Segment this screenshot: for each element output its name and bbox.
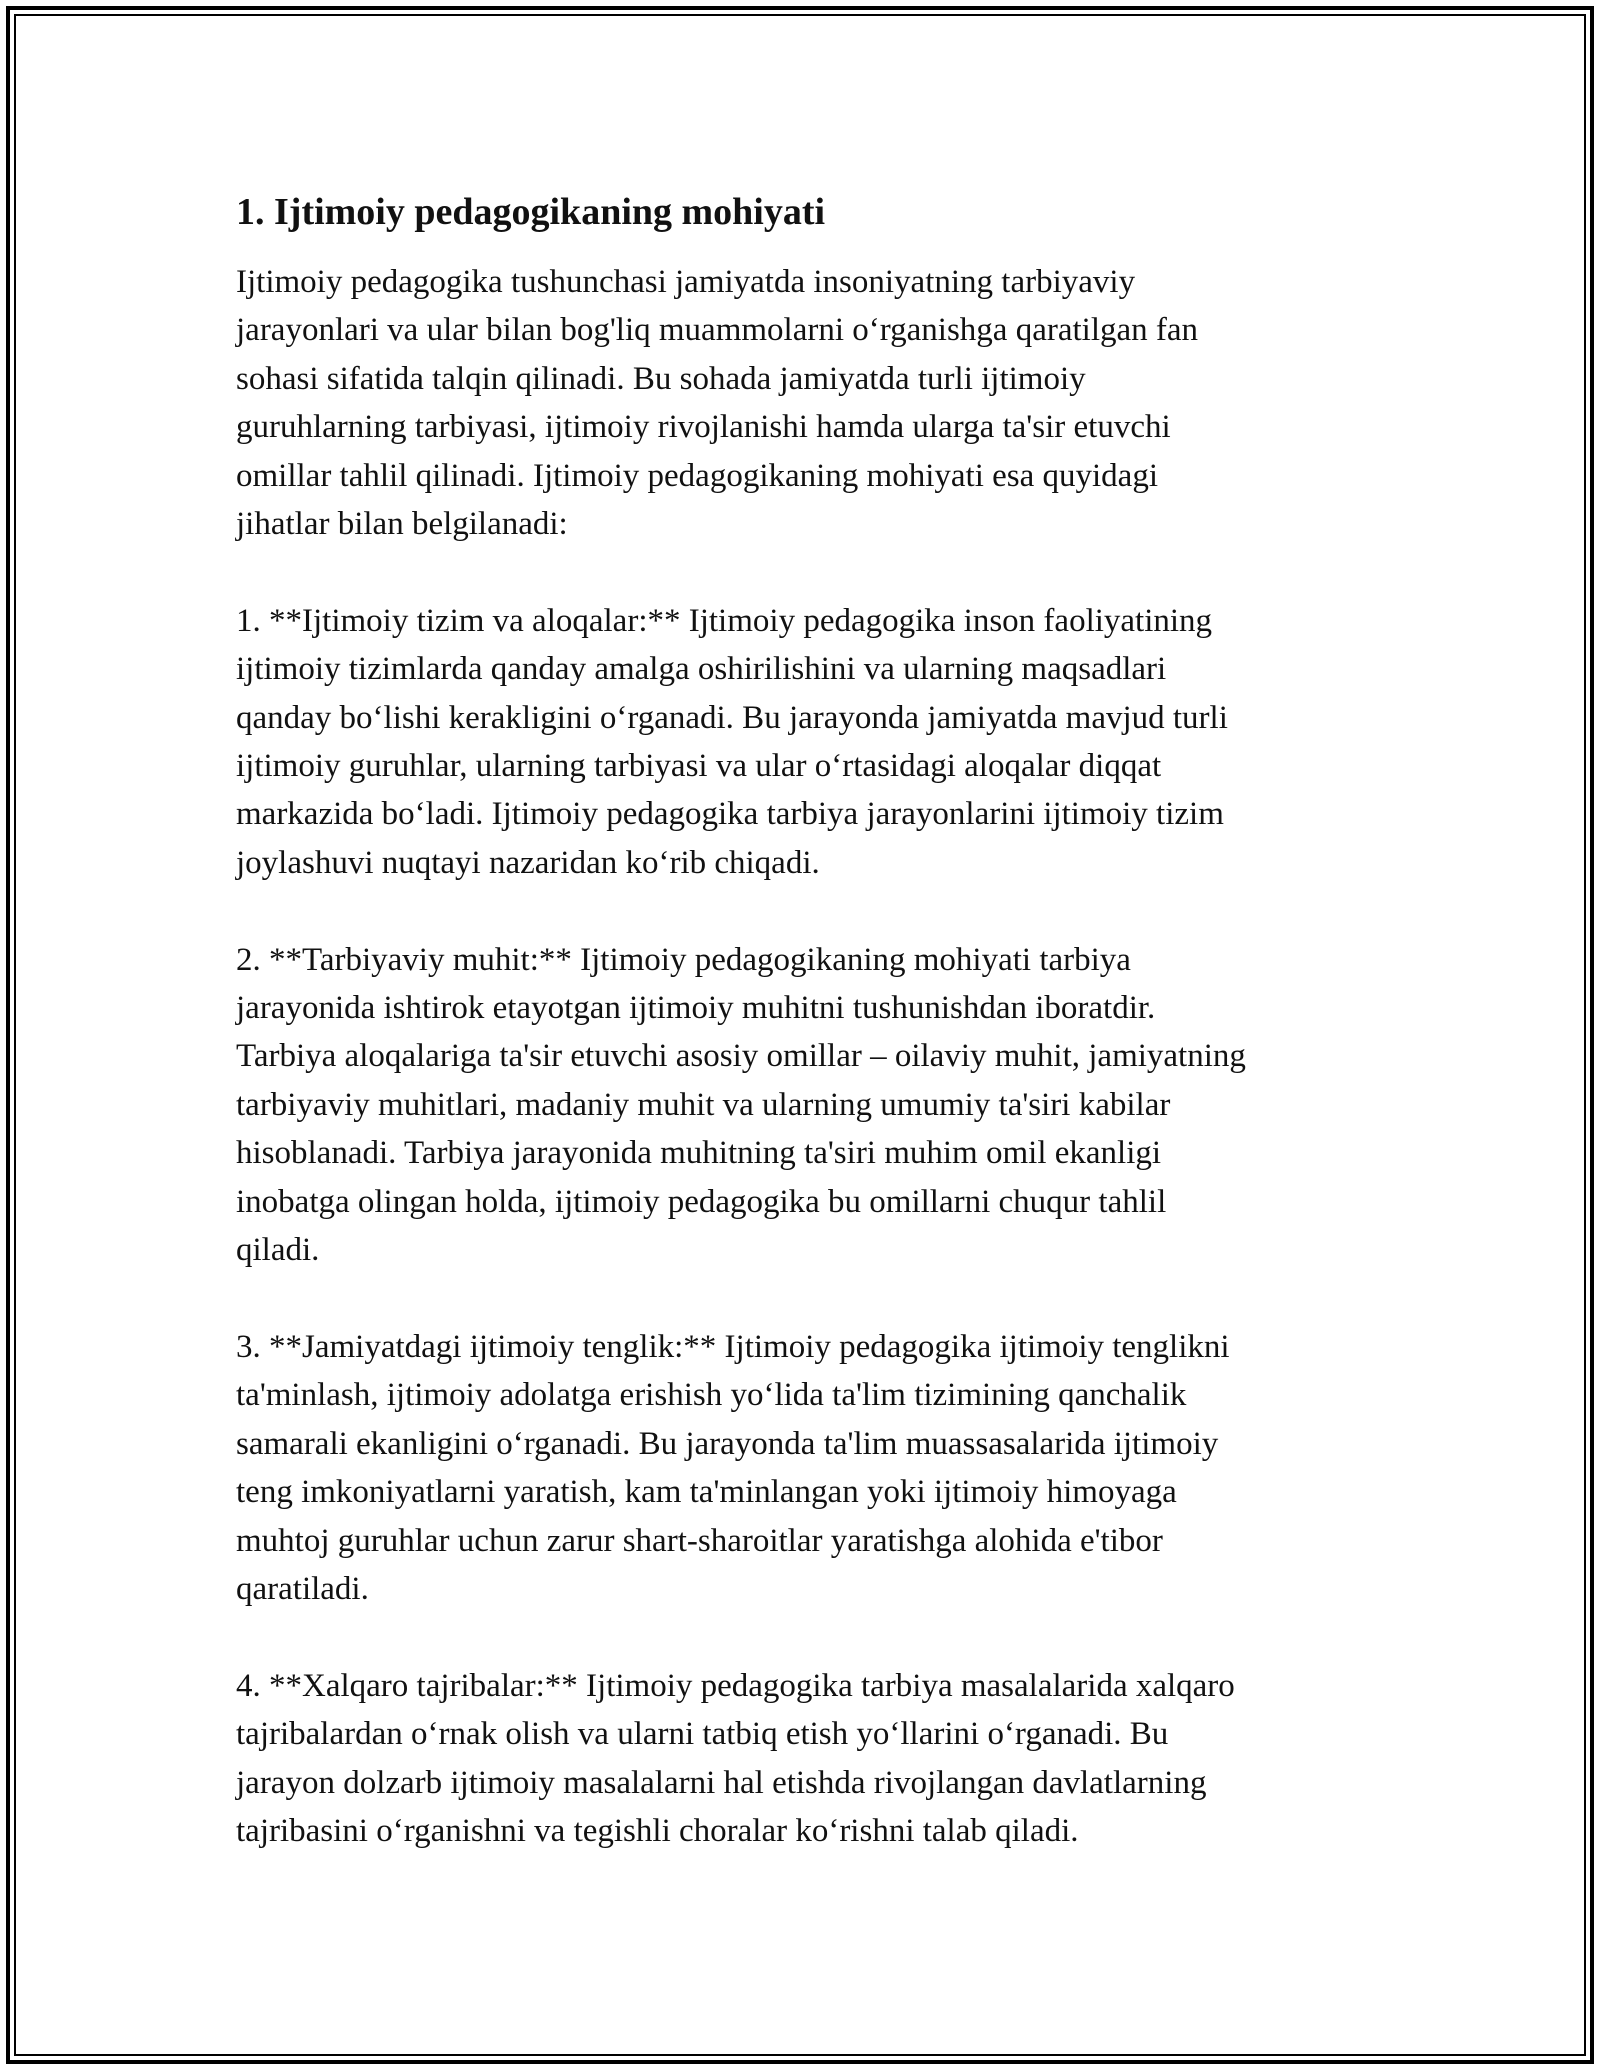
paragraph-social-equality: 3. **Jamiyatdagi ijtimoiy tenglik:** Ijtimoiy pedagogika ijtimoiy tenglikni ta'minlash, ijtimoiy adolatga erishish yo‘lida ta'lim tizimining qanchalik samarali ekanligini o‘rganadi. Bu jarayonda ta'lim muassasalarida ijtimoiy teng imkoniyatlarni yaratish, kam ta'minlangan yoki ijtimoiy himoyaga muhtoj guruhlar uchun zarur shart-sharoitlar yaratishga alohida e'tibor qaratiladi. bbox=[236, 1328, 1230, 1607]
document-heading: 1. Ijtimoiy pedagogikaning mohiyati bbox=[236, 191, 826, 233]
paragraph-social-system: 1. **Ijtimoiy tizim va aloqalar:** Ijtimoiy pedagogika inson faoliyatining ijtimoiy tizimlarda qanday amalga oshirilishini va ularning maqsadlari qanday bo‘lishi kerakligini o‘rganadi. Bu jarayonda jamiyatda mavjud turli ijtimoiy guruhlar, ularning tarbiyasi va ular o‘rtasidagi aloqalar diqqat markazida bo‘ladi. Ijtimoiy pedagogika tarbiya jarayonlarini ijtimoiy tizim joylashuvi nuqtayi nazaridan ko‘rib chiqadi. bbox=[236, 602, 1228, 881]
paragraph-international-experience: 4. **Xalqaro tajribalar:** Ijtimoiy pedagogika tarbiya masalalarida xalqaro tajribalardan o‘rnak olish va ularni tatbiq etish yo‘llarini o‘rganadi. Bu jarayon dolzarb ijtimoiy masalalarni hal etishda rivojlangan davlatlarning tajribasini o‘rganishni va tegishli choralar ko‘rishni talab qiladi. bbox=[236, 1667, 1235, 1849]
intro-paragraph: Ijtimoiy pedagogika tushunchasi jamiyatda insoniyatning tarbiyaviy jarayonlari va ular bilan bog'liq muammolarni o‘rganishga qaratilgan fan sohasi sifatida talqin qilinadi. Bu sohada jamiyatda turli ijtimoiy guruhlarning tarbiyasi, ijtimoiy rivojlanishi hamda ularga ta'sir etuvchi omillar tahlil qilinadi. Ijtimoiy pedagogikaning mohiyati esa quyidagi jihatlar bilan belgilanadi: bbox=[236, 264, 1199, 543]
document-body bbox=[236, 188, 1376, 1855]
paragraph-educational-environment: 2. **Tarbiyaviy muhit:** Ijtimoiy pedagogikaning mohiyati tarbiya jarayonida ishtirok etayotgan ijtimoiy muhitni tushunishdan iboratdir. Tarbiya aloqalariga ta'sir etuvchi asosiy omillar – oilaviy muhit, jamiyatning tarbiyaviy muhitlari, madaniy muhit va ularning umumiy ta'siri kabilar hisoblanadi. Tarbiya jarayonida muhitning ta'siri muhim omil ekanligi inobatga olingan holda, ijtimoiy pedagogika bu omillarni chuqur tahlil qiladi. bbox=[236, 941, 1246, 1269]
